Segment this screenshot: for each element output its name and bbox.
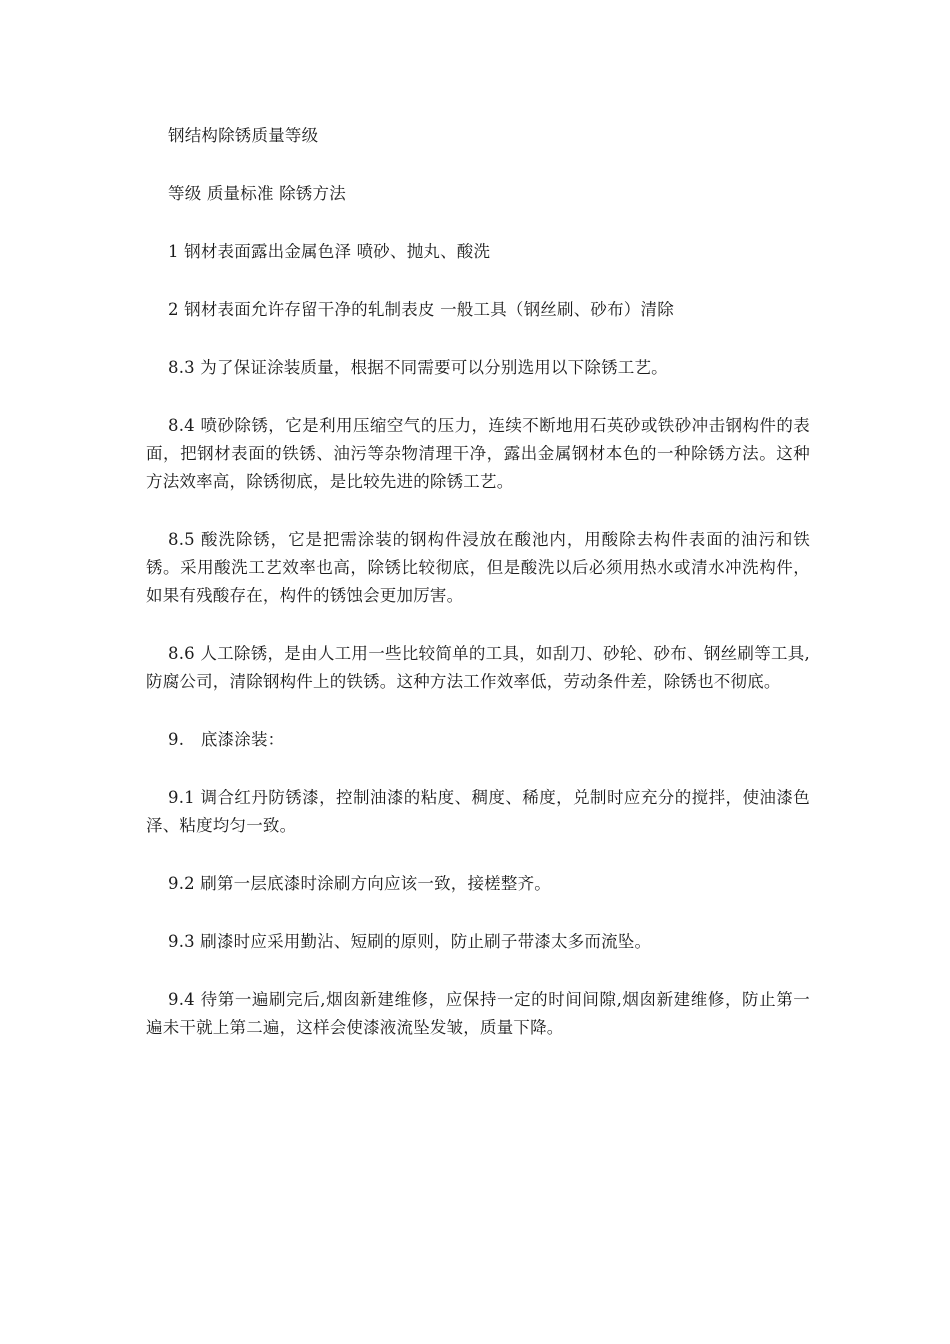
document-body bbox=[146, 122, 810, 1072]
paragraph-8-6: 8.6 人工除锈，是由人工用一些比较简单的工具，如刮刀、砂轮、砂布、钢丝刷等工具,防腐公司，清除钢构件上的铁锈。这种方法工作效率低，劳动条件差，除锈也不彻底。 bbox=[146, 644, 810, 691]
grade-2-line: 2 钢材表面允许存留干净的轧制表皮 一般工具（钢丝刷、砂布）清除 bbox=[168, 300, 674, 319]
table-header-line: 等级 质量标准 除锈方法 bbox=[168, 184, 346, 203]
paragraph-9-2: 9.2 刷第一层底漆时涂刷方向应该一致，接槎整齐。 bbox=[168, 874, 551, 893]
paragraph-8-5: 8.5 酸洗除锈，它是把需涂装的钢构件浸放在酸池内，用酸除去构件表面的油污和铁锈。采用酸洗工艺效率也高，除锈比较彻底，但是酸洗以后必须用热水或清水冲洗构件，如果有残酸存在，构件的锈蚀会更加厉害。 bbox=[146, 530, 810, 605]
grade-1-line: 1 钢材表面露出金属色泽 喷砂、抛丸、酸洗 bbox=[168, 242, 491, 261]
paragraph-9-3: 9.3 刷漆时应采用勤沾、短刷的原则，防止刷子带漆太多而流坠。 bbox=[168, 932, 652, 951]
paragraph-9-1: 9.1 调合红丹防锈漆，控制油漆的粘度、稠度、稀度，兑制时应充分的搅拌，使油漆色泽、粘度均匀一致。 bbox=[146, 788, 810, 835]
paragraph-8-3: 8.3 为了保证涂装质量，根据不同需要可以分别选用以下除锈工艺。 bbox=[168, 358, 668, 377]
section-9-heading: 9. 底漆涂装： bbox=[168, 730, 285, 749]
paragraph-9-4: 9.4 待第一遍刷完后,烟囱新建维修，应保持一定的时间间隙,烟囱新建维修，防止第一遍未干就上第二遍，这样会使漆液流坠发皱，质量下降。 bbox=[146, 990, 810, 1037]
paragraph-8-4: 8.4 喷砂除锈，它是利用压缩空气的压力，连续不断地用石英砂或铁砂冲击钢构件的表面，把钢材表面的铁锈、油污等杂物清理干净，露出金属钢材本色的一种除锈方法。这种方法效率高，除锈彻底，是比较先进的除锈工艺。 bbox=[146, 416, 810, 491]
section-heading: 钢结构除锈质量等级 bbox=[168, 126, 319, 145]
